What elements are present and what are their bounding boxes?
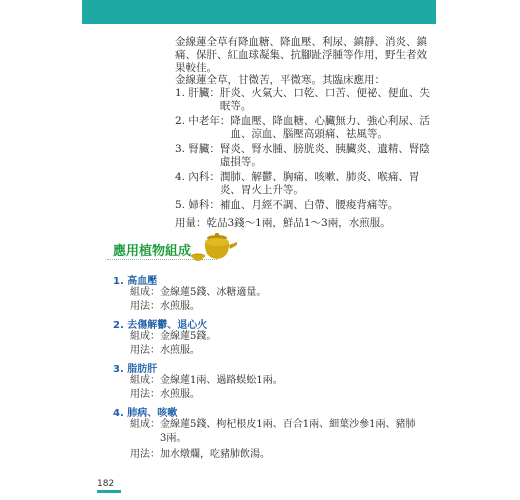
recipe-title: 1. 高血壓 <box>113 276 158 287</box>
recipe-line: 組成：金線蓮5錢。 <box>130 331 217 342</box>
recipe-line: 3兩。 <box>160 433 187 444</box>
intro-clinical-use: 金線蓮全草，甘微苦，平微寒。其臨床應用： <box>175 74 385 86</box>
recipe-title: 2. 去傷解鬱、退心火 <box>113 320 208 331</box>
section-title: 應用植物組成 <box>113 244 192 259</box>
use-label: 5. 婦科： <box>175 199 220 211</box>
intro-paragraph: 金線蓮全草有降血糖、降血壓、利尿、鎮靜、消炎、鎮痛、保肝、紅血球凝集、抗腳趾浮腫等作用，野生者效果較佳。 <box>175 36 427 74</box>
top-color-bar <box>82 0 436 24</box>
recipe-line: 用法：水煎服。 <box>130 301 200 312</box>
use-text: 肝炎、火氣大、口乾、口苦、便祕、便血、失眠等。 <box>219 87 430 112</box>
recipe-title: 4. 肺病、咳嗽 <box>113 408 178 419</box>
list-item <box>175 199 435 212</box>
recipe-title: 3. 脂肪肝 <box>113 364 158 375</box>
recipe-line: 組成：金線蓮1兩、過路蜈蚣1兩。 <box>130 375 283 386</box>
recipe-line: 用法：水煎服。 <box>130 389 200 400</box>
use-label: 3. 腎臟： <box>175 143 220 155</box>
dosage-line: 用量：乾品3錢～1兩，鮮品1～3兩，水煎服。 <box>175 217 391 229</box>
use-text: 腎炎、腎水腫、膀胱炎、胰臟炎、遺精、腎陰虛損等。 <box>219 143 430 168</box>
clay-pot-icon <box>190 228 238 262</box>
page-number-rule <box>97 490 121 493</box>
recipe-line: 組成：金線蓮5錢、枸杞根皮1兩、百合1兩、細葉沙參1兩、豬肺 <box>130 419 416 430</box>
clinical-uses-list <box>175 87 435 214</box>
recipe-line: 用法：水煎服。 <box>130 345 200 356</box>
use-text: 補血、月經不調、白帶、腰痠背痛等。 <box>219 199 399 211</box>
use-label: 2. 中老年： <box>175 115 231 127</box>
page-number: 182 <box>97 479 115 489</box>
list-item <box>175 115 435 141</box>
use-text: 潤肺、解鬱、胸痛、咳嗽、肺炎、喉痛、胃炎、胃火上升等。 <box>219 171 420 196</box>
list-item <box>175 171 435 197</box>
use-text: 降血壓、降血糖、心臟無力、強心利尿、活血、涼血、腦壓高頭痛、祛風等。 <box>230 115 430 140</box>
list-item <box>175 143 435 169</box>
list-item <box>175 87 435 113</box>
recipe-line: 用法：加水燉爛，吃豬肺飲湯。 <box>130 449 270 460</box>
use-label: 4. 內科： <box>175 171 220 183</box>
recipe-line: 組成：金線蓮5錢、冰糖適量。 <box>130 287 267 298</box>
use-label: 1. 肝臟： <box>175 87 220 99</box>
